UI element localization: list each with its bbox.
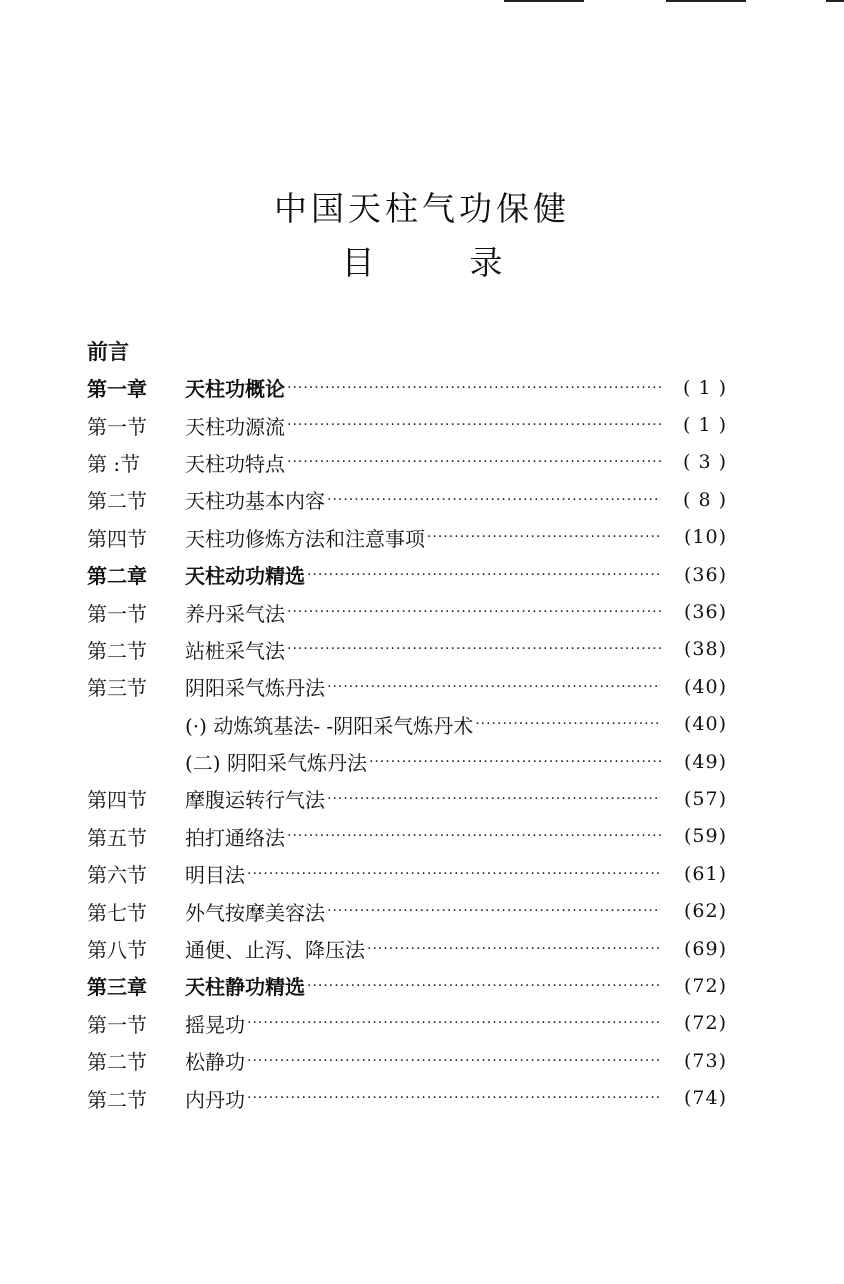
toc-entry-label: 第 :节 xyxy=(87,451,141,476)
top-edge-rule xyxy=(666,0,746,2)
toc-entry-label: 第四节 xyxy=(87,526,147,551)
toc-entry-title: 内丹功 xyxy=(185,1087,245,1112)
toc-entry-label: 第一节 xyxy=(87,601,147,626)
toc-dot-leader xyxy=(369,754,661,770)
toc-entry-title-wrap xyxy=(185,934,661,963)
toc-page-number: (36) xyxy=(683,563,727,586)
toc-heading-right: 录 xyxy=(469,243,503,282)
toc-chapter-entry xyxy=(87,369,727,406)
top-edge-rule xyxy=(826,0,844,2)
toc-entry-title: 天柱功概论 xyxy=(185,377,285,402)
toc-entry-title-wrap xyxy=(185,710,661,739)
toc-dot-leader xyxy=(287,454,661,470)
toc-section-entry xyxy=(87,444,727,481)
toc-page-number: (40) xyxy=(683,713,727,736)
toc-entry-label: 第七节 xyxy=(87,900,147,925)
toc-entry-title: 拍打通络法 xyxy=(185,825,285,850)
toc-entry-title: 天柱功修炼方法和注意事项 xyxy=(185,526,425,551)
toc-entry-label: 第六节 xyxy=(87,863,147,888)
toc-entry-label: 第二章 xyxy=(87,564,147,589)
toc-entry-title: 摩腹运转行气法 xyxy=(185,788,325,813)
toc-dot-leader xyxy=(287,380,661,396)
toc-dot-leader xyxy=(247,1090,661,1106)
book-title: 中国天柱气功保健 xyxy=(274,189,570,228)
toc-section-entry xyxy=(87,593,727,630)
toc-entry-title-wrap xyxy=(185,822,661,851)
toc-section-entry xyxy=(87,855,727,892)
toc-page-number: (57) xyxy=(683,787,727,810)
toc-page-number: ( 8 ) xyxy=(683,488,727,511)
toc-entry-label: 第二节 xyxy=(87,638,147,663)
toc-entry-title: 明目法 xyxy=(185,863,245,888)
toc-dot-leader xyxy=(247,866,661,882)
toc-page-number: (38) xyxy=(683,638,727,661)
toc-entry-title: 通便、止泻、降压法 xyxy=(185,938,365,963)
toc-page-number: (72) xyxy=(683,974,727,997)
toc-entry-title: 松静功 xyxy=(185,1050,245,1075)
toc-entry-title: (二) 阴阳采气炼丹法 xyxy=(185,751,367,776)
toc-entry-label: 第二节 xyxy=(87,489,147,514)
toc-section-entry xyxy=(87,892,727,929)
toc-section-entry xyxy=(87,481,727,518)
toc-page-number: (36) xyxy=(683,601,727,624)
toc-dot-leader xyxy=(307,567,661,583)
toc-entry-title-wrap xyxy=(185,411,661,440)
toc-heading xyxy=(0,239,844,287)
toc-chapter-entry xyxy=(87,967,727,1004)
toc-page-number: ( 1 ) xyxy=(683,414,727,437)
toc-entry-label: 第八节 xyxy=(87,938,147,963)
toc-dot-leader xyxy=(287,641,661,657)
toc-entry-title: 摇晃功 xyxy=(185,1012,245,1037)
toc-section-entry xyxy=(87,631,727,668)
toc-entry-title-wrap xyxy=(185,747,661,776)
toc-entry-title: 外气按摩美容法 xyxy=(185,900,325,925)
toc-entry-title-wrap xyxy=(185,859,661,888)
title-block xyxy=(0,185,844,287)
toc-page-number: (62) xyxy=(683,900,727,923)
toc-entry-title-wrap xyxy=(185,971,661,1000)
toc-entry-label: 第一节 xyxy=(87,414,147,439)
toc-section-entry xyxy=(87,818,727,855)
toc-dot-leader xyxy=(327,791,661,807)
toc-dot-leader xyxy=(307,978,661,994)
toc-entry-title: 天柱静功精选 xyxy=(185,975,305,1000)
toc-entry-label: 第三节 xyxy=(87,676,147,701)
toc-section-entry xyxy=(87,406,727,443)
toc-entry-title-wrap xyxy=(185,598,661,627)
toc-page-number: (72) xyxy=(683,1012,727,1035)
toc-entry-label: 第一章 xyxy=(87,377,147,402)
toc-entry-label: 第三章 xyxy=(87,975,147,1000)
toc-entry-title: (·) 动炼筑基法- -阴阳采气炼丹术 xyxy=(185,713,474,738)
toc-dot-leader xyxy=(367,941,661,957)
toc-dot-leader xyxy=(327,679,661,695)
toc-entry-title: 天柱功基本内容 xyxy=(185,489,325,514)
toc-section-entry xyxy=(87,519,727,556)
toc-entry-title-wrap xyxy=(185,635,661,664)
toc-entry-title-wrap xyxy=(185,672,661,701)
toc-page-number: (73) xyxy=(683,1049,727,1072)
toc-dot-leader xyxy=(327,492,661,508)
toc-entry-title: 站桩采气法 xyxy=(185,638,285,663)
preface-entry: 前言 xyxy=(87,340,129,364)
table-of-contents xyxy=(87,369,727,1117)
toc-entry-title-wrap xyxy=(185,897,661,926)
toc-dot-leader xyxy=(287,828,661,844)
top-edge-rule xyxy=(504,0,584,2)
toc-section-entry xyxy=(87,780,727,817)
toc-entry-title: 阴阳采气炼丹法 xyxy=(185,676,325,701)
toc-dot-leader xyxy=(287,604,661,620)
toc-entry-title: 天柱功特点 xyxy=(185,451,285,476)
toc-subsection-entry xyxy=(87,706,727,743)
toc-page-number: ( 1 ) xyxy=(683,376,727,399)
toc-dot-leader xyxy=(287,417,661,433)
toc-subsection-entry xyxy=(87,743,727,780)
toc-entry-label: 第二节 xyxy=(87,1087,147,1112)
toc-page-number: (74) xyxy=(683,1087,727,1110)
toc-entry-title-wrap xyxy=(185,784,661,813)
toc-page-number: (59) xyxy=(683,825,727,848)
toc-entry-title: 天柱功源流 xyxy=(185,414,285,439)
toc-entry-title-wrap xyxy=(185,373,661,402)
toc-entry-label: 第二节 xyxy=(87,1050,147,1075)
toc-entry-title-wrap xyxy=(185,1084,661,1113)
toc-entry-title-wrap xyxy=(185,560,661,589)
toc-section-entry xyxy=(87,1042,727,1079)
toc-chapter-entry xyxy=(87,556,727,593)
toc-section-entry xyxy=(87,1079,727,1116)
toc-page-number: (69) xyxy=(683,937,727,960)
toc-entry-title-wrap xyxy=(185,523,661,552)
toc-entry-title-wrap xyxy=(185,485,661,514)
toc-entry-title: 养丹采气法 xyxy=(185,601,285,626)
toc-entry-label: 第五节 xyxy=(87,825,147,850)
toc-dot-leader xyxy=(327,903,661,919)
toc-page-number: (49) xyxy=(683,750,727,773)
toc-page-number: (40) xyxy=(683,675,727,698)
toc-dot-leader xyxy=(427,529,661,545)
toc-dot-leader xyxy=(475,716,661,732)
toc-entry-label: 第四节 xyxy=(87,788,147,813)
toc-entry-title-wrap xyxy=(185,1009,661,1038)
toc-section-entry xyxy=(87,1005,727,1042)
toc-entry-title-wrap xyxy=(185,1046,661,1075)
toc-heading-left: 目 xyxy=(341,243,375,282)
toc-entry-title-wrap xyxy=(185,448,661,477)
toc-entry-label: 第一节 xyxy=(87,1012,147,1037)
toc-section-entry xyxy=(87,930,727,967)
toc-dot-leader xyxy=(247,1015,661,1031)
toc-page-number: (61) xyxy=(683,862,727,885)
toc-entry-title: 天柱动功精选 xyxy=(185,564,305,589)
toc-section-entry xyxy=(87,668,727,705)
toc-dot-leader xyxy=(247,1053,661,1069)
toc-page-number: ( 3 ) xyxy=(683,451,727,474)
toc-page-number: (10) xyxy=(683,526,727,549)
